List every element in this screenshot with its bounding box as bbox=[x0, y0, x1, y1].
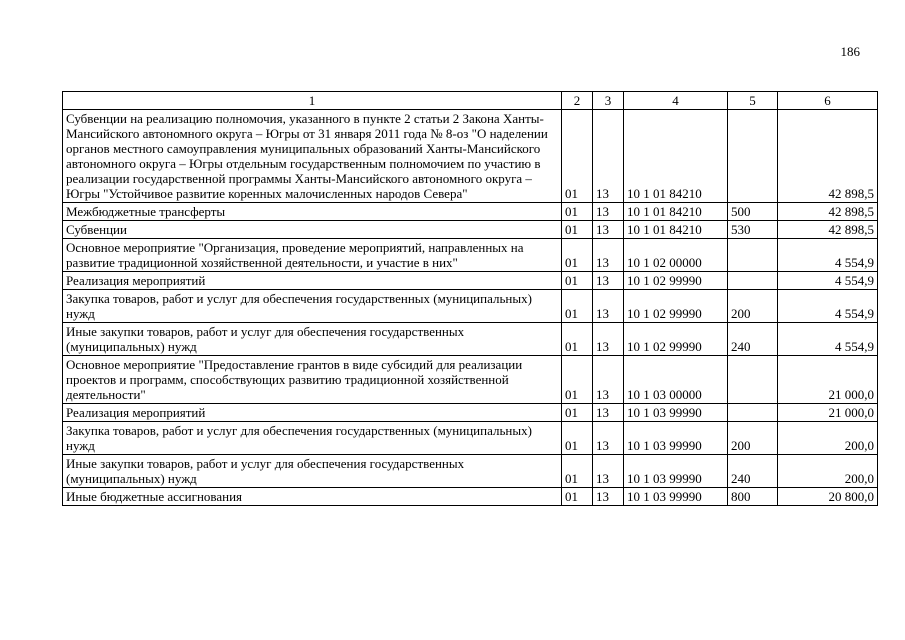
column-header-subsection: 3 bbox=[593, 92, 624, 110]
table-row bbox=[63, 110, 878, 203]
cell-subsection: 13 bbox=[593, 455, 624, 488]
cell-name: Реализация мероприятий bbox=[63, 272, 562, 290]
table-row bbox=[63, 488, 878, 506]
cell-name: Межбюджетные трансферты bbox=[63, 203, 562, 221]
table-row bbox=[63, 221, 878, 239]
cell-subsection: 13 bbox=[593, 323, 624, 356]
column-header-group: 5 bbox=[728, 92, 778, 110]
table-row bbox=[63, 203, 878, 221]
cell-name: Иные закупки товаров, работ и услуг для обеспечения государственных (муниципальных) нужд bbox=[63, 455, 562, 488]
cell-name: Субвенции bbox=[63, 221, 562, 239]
cell-expense-group: 240 bbox=[728, 455, 778, 488]
cell-name: Закупка товаров, работ и услуг для обеспечения государственных (муниципальных) нужд bbox=[63, 422, 562, 455]
cell-amount: 4 554,9 bbox=[778, 323, 878, 356]
cell-subsection: 13 bbox=[593, 239, 624, 272]
cell-name: Основное мероприятие "Организация, проведение мероприятий, направленных на развитие традиционной хозяйственной деятельности, и участие в них" bbox=[63, 239, 562, 272]
cell-subsection: 13 bbox=[593, 221, 624, 239]
cell-expense-group bbox=[728, 272, 778, 290]
cell-name: Закупка товаров, работ и услуг для обеспечения государственных (муниципальных) нужд bbox=[63, 290, 562, 323]
cell-subsection: 13 bbox=[593, 110, 624, 203]
cell-expense-group: 240 bbox=[728, 323, 778, 356]
cell-amount: 200,0 bbox=[778, 455, 878, 488]
cell-section: 01 bbox=[562, 356, 593, 404]
cell-target-article: 10 1 01 84210 bbox=[624, 110, 728, 203]
table-row bbox=[63, 422, 878, 455]
cell-section: 01 bbox=[562, 290, 593, 323]
cell-target-article: 10 1 02 99990 bbox=[624, 290, 728, 323]
cell-section: 01 bbox=[562, 272, 593, 290]
table-row bbox=[63, 290, 878, 323]
cell-subsection: 13 bbox=[593, 488, 624, 506]
cell-expense-group bbox=[728, 356, 778, 404]
table-row bbox=[63, 323, 878, 356]
cell-name: Реализация мероприятий bbox=[63, 404, 562, 422]
cell-section: 01 bbox=[562, 239, 593, 272]
cell-target-article: 10 1 02 00000 bbox=[624, 239, 728, 272]
cell-target-article: 10 1 03 99990 bbox=[624, 422, 728, 455]
cell-section: 01 bbox=[562, 221, 593, 239]
page-number: 186 bbox=[840, 44, 860, 59]
cell-expense-group bbox=[728, 404, 778, 422]
cell-name: Иные бюджетные ассигнования bbox=[63, 488, 562, 506]
cell-expense-group bbox=[728, 110, 778, 203]
cell-section: 01 bbox=[562, 203, 593, 221]
cell-expense-group: 200 bbox=[728, 290, 778, 323]
cell-subsection: 13 bbox=[593, 356, 624, 404]
cell-section: 01 bbox=[562, 488, 593, 506]
budget-table bbox=[62, 91, 878, 506]
cell-subsection: 13 bbox=[593, 272, 624, 290]
column-header-name: 1 bbox=[63, 92, 562, 110]
column-header-target: 4 bbox=[624, 92, 728, 110]
table-row bbox=[63, 356, 878, 404]
cell-expense-group: 500 bbox=[728, 203, 778, 221]
cell-target-article: 10 1 03 00000 bbox=[624, 356, 728, 404]
cell-section: 01 bbox=[562, 404, 593, 422]
cell-expense-group: 800 bbox=[728, 488, 778, 506]
cell-amount: 21 000,0 bbox=[778, 356, 878, 404]
cell-name: Основное мероприятие "Предоставление грантов в виде субсидий для реализации проектов и программ, способствующих развитию традиционной хозяйственной деятельности" bbox=[63, 356, 562, 404]
cell-subsection: 13 bbox=[593, 290, 624, 323]
cell-amount: 42 898,5 bbox=[778, 221, 878, 239]
cell-target-article: 10 1 02 99990 bbox=[624, 323, 728, 356]
table-row bbox=[63, 239, 878, 272]
cell-name: Иные закупки товаров, работ и услуг для обеспечения государственных (муниципальных) нужд bbox=[63, 323, 562, 356]
cell-target-article: 10 1 03 99990 bbox=[624, 404, 728, 422]
cell-expense-group bbox=[728, 239, 778, 272]
cell-section: 01 bbox=[562, 110, 593, 203]
cell-amount: 4 554,9 bbox=[778, 290, 878, 323]
cell-section: 01 bbox=[562, 455, 593, 488]
cell-target-article: 10 1 01 84210 bbox=[624, 203, 728, 221]
table-header-row bbox=[63, 92, 878, 110]
column-header-section: 2 bbox=[562, 92, 593, 110]
cell-amount: 42 898,5 bbox=[778, 110, 878, 203]
cell-target-article: 10 1 03 99990 bbox=[624, 488, 728, 506]
cell-subsection: 13 bbox=[593, 203, 624, 221]
cell-amount: 42 898,5 bbox=[778, 203, 878, 221]
cell-subsection: 13 bbox=[593, 404, 624, 422]
cell-expense-group: 200 bbox=[728, 422, 778, 455]
cell-amount: 4 554,9 bbox=[778, 239, 878, 272]
cell-amount: 4 554,9 bbox=[778, 272, 878, 290]
cell-target-article: 10 1 02 99990 bbox=[624, 272, 728, 290]
table-row bbox=[63, 272, 878, 290]
table-row bbox=[63, 404, 878, 422]
cell-section: 01 bbox=[562, 323, 593, 356]
cell-target-article: 10 1 01 84210 bbox=[624, 221, 728, 239]
table-row bbox=[63, 455, 878, 488]
cell-target-article: 10 1 03 99990 bbox=[624, 455, 728, 488]
cell-subsection: 13 bbox=[593, 422, 624, 455]
cell-expense-group: 530 bbox=[728, 221, 778, 239]
cell-amount: 20 800,0 bbox=[778, 488, 878, 506]
cell-section: 01 bbox=[562, 422, 593, 455]
cell-amount: 21 000,0 bbox=[778, 404, 878, 422]
cell-name: Субвенции на реализацию полномочия, указанного в пункте 2 статьи 2 Закона Ханты-Мансийского автономного округа – Югры от 31 января 2011 года № 8-оз "О наделении органов местного самоуправления муниципальных образований Ханты-Мансийского автономного округа – Югры отдельным государственным полномочием по участию в реализации государственной программы Ханты-Мансийского автономного округа – Югры "Устойчивое развитие коренных малочисленных народов Севера" bbox=[63, 110, 562, 203]
cell-amount: 200,0 bbox=[778, 422, 878, 455]
column-header-amount: 6 bbox=[778, 92, 878, 110]
